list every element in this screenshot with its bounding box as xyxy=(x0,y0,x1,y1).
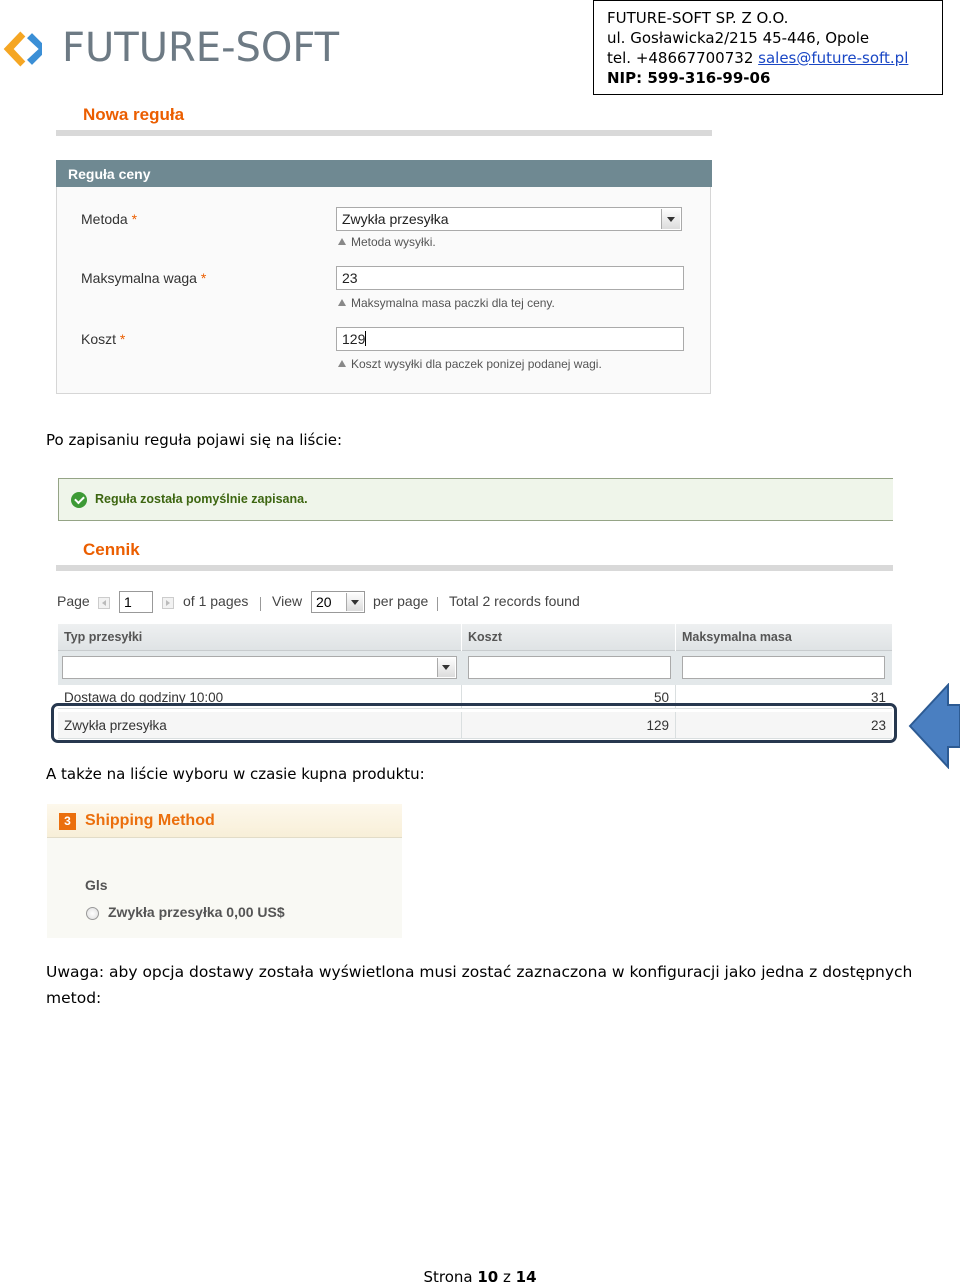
cell-cost: 129 xyxy=(462,712,676,739)
cell-cost: 50 xyxy=(462,685,676,709)
pager-total: Total 2 records found xyxy=(449,593,580,609)
pager-view-label: View xyxy=(272,593,303,609)
cost-filter-input[interactable] xyxy=(468,656,671,679)
max-weight-label: Maksymalna waga * xyxy=(81,270,207,286)
page-footer xyxy=(0,1268,960,1286)
max-weight-filter-input[interactable] xyxy=(682,656,885,679)
pager-prev-icon[interactable] xyxy=(98,597,110,609)
pager-next-icon[interactable] xyxy=(162,597,174,609)
company-contact xyxy=(607,48,930,68)
column-header-cost[interactable]: Koszt xyxy=(462,624,676,651)
pager-separator xyxy=(260,597,261,611)
pager-separator xyxy=(437,597,438,611)
hint-triangle-icon xyxy=(338,238,346,245)
shipping-method-title: Shipping Method xyxy=(85,812,215,829)
success-message-text: Reguła została pomyślnie zapisana. xyxy=(95,492,308,506)
pager-view-select[interactable] xyxy=(311,591,365,613)
highlight-frame xyxy=(51,703,897,743)
logo-text: FUTURE-SOFT xyxy=(62,25,340,71)
future-soft-logo-icon xyxy=(2,26,52,72)
chevron-down-icon[interactable] xyxy=(661,209,680,229)
footer-prefix: Strona xyxy=(423,1268,473,1286)
cost-input[interactable]: 129 xyxy=(336,327,684,351)
hint-triangle-icon xyxy=(338,299,346,306)
pager-page-input[interactable]: 1 xyxy=(119,591,153,613)
company-address: ul. Gosławicka2/215 45-446, Opole xyxy=(607,29,870,47)
form-title-divider xyxy=(56,130,712,136)
also-in-list-paragraph: A także na liście wyboru w czasie kupna produktu: xyxy=(46,765,425,783)
column-header-type[interactable]: Typ przesyłki xyxy=(58,624,462,651)
pager-of-pages: of 1 pages xyxy=(183,593,249,609)
cost-label: Koszt * xyxy=(81,331,126,347)
cell-max-weight: 23 xyxy=(870,718,886,733)
step-number-badge: 3 xyxy=(59,813,76,830)
footer-page-number: 10 xyxy=(477,1268,499,1286)
pager-view-value: 20 xyxy=(316,594,332,610)
company-name: FUTURE-SOFT SP. Z O.O. xyxy=(607,9,789,27)
price-list-divider xyxy=(56,565,893,571)
shipping-option-label[interactable]: Zwykła przesyłka 0,00 US$ xyxy=(108,904,285,920)
after-save-paragraph: Po zapisaniu reguła pojawi się na liście: xyxy=(46,431,343,449)
company-phone: tel. +48667700732 xyxy=(607,49,754,67)
footer-total-pages: 14 xyxy=(515,1268,537,1286)
success-message xyxy=(58,478,893,521)
method-hint: Metoda wysyłki. xyxy=(338,235,436,249)
cell-type: Dostawa do godziny 10:00 xyxy=(58,685,462,709)
carrier-name: Gls xyxy=(85,877,108,893)
column-header-max-weight[interactable]: Maksymalna masa xyxy=(682,630,792,644)
grid-filter-row xyxy=(58,651,892,685)
note-paragraph: Uwaga: aby opcja dostawy została wyświetlona musi zostać zaznaczona w konfiguracji jako jedna z dostępnych metod: xyxy=(46,963,913,1007)
check-circle-icon xyxy=(71,492,87,508)
price-rule-section-title: Reguła ceny xyxy=(56,160,712,187)
cell-max-weight: 31 xyxy=(870,690,886,705)
max-weight-hint: Maksymalna masa paczki dla tej ceny. xyxy=(338,296,555,310)
price-list-title: Cennik xyxy=(83,540,140,559)
cell-type: Zwykła przesyłka xyxy=(58,712,462,739)
method-select[interactable] xyxy=(336,207,682,231)
hint-triangle-icon xyxy=(338,360,346,367)
chevron-down-icon[interactable] xyxy=(437,658,455,677)
type-filter-select[interactable] xyxy=(62,656,457,679)
footer-separator: z xyxy=(503,1268,511,1286)
pager-per-page: per page xyxy=(373,593,429,609)
pager-page-label: Page xyxy=(57,593,90,609)
pointer-arrow-icon xyxy=(908,683,960,769)
shipping-option-radio[interactable] xyxy=(86,907,99,920)
company-info-box xyxy=(593,0,943,95)
grid-header-row xyxy=(58,624,892,651)
max-weight-input[interactable]: 23 xyxy=(336,266,684,290)
company-nip: NIP: 599-316-99-06 xyxy=(607,69,771,87)
method-label: Metoda * xyxy=(81,211,138,227)
form-page-title: Nowa reguła xyxy=(83,105,185,124)
chevron-down-icon[interactable] xyxy=(346,593,363,611)
shipping-method-header[interactable] xyxy=(47,804,402,838)
cost-hint: Koszt wysyłki dla paczek ponizej podanej wagi. xyxy=(338,357,602,371)
method-select-value: Zwykła przesyłka xyxy=(342,211,449,227)
company-email-link[interactable]: sales@future-soft.pl xyxy=(758,49,909,67)
